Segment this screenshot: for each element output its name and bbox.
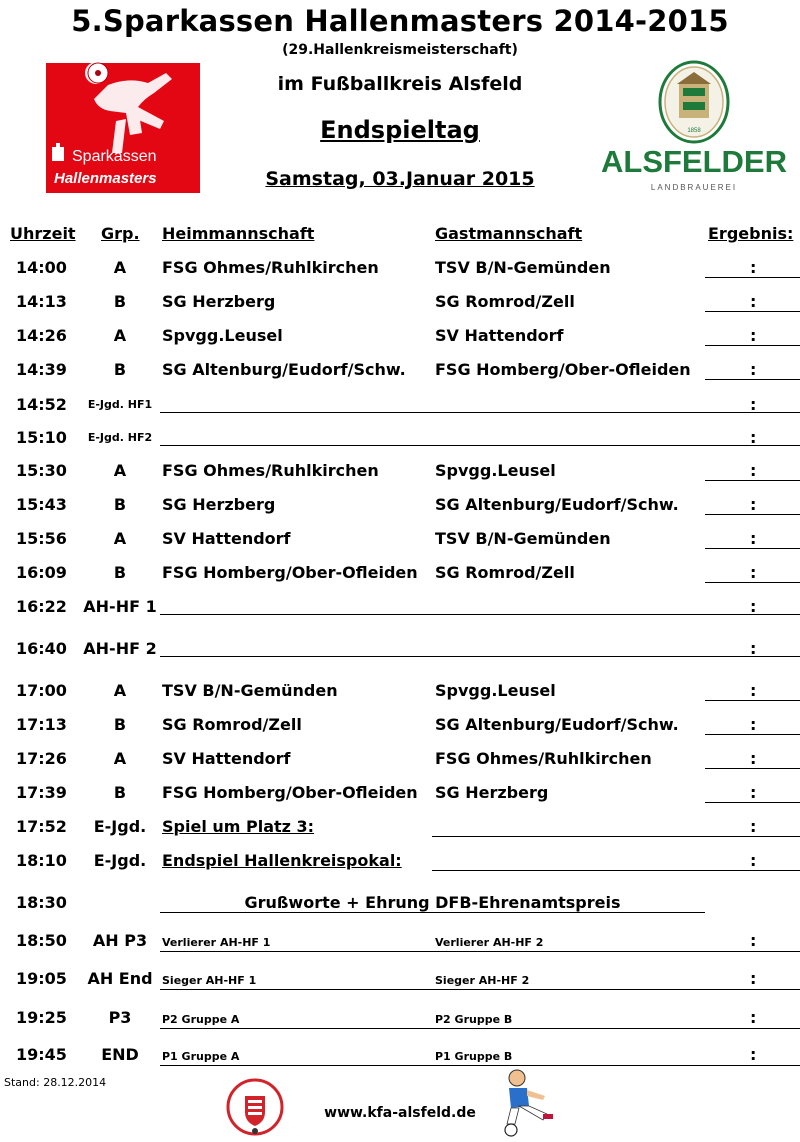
match-row xyxy=(0,495,800,527)
away-team: SG Altenburg/Eudorf/Schw. xyxy=(435,495,679,514)
match-time: 18:30 xyxy=(16,893,67,912)
match-group: B xyxy=(113,360,127,379)
match-row xyxy=(0,931,800,963)
match-time: 16:40 xyxy=(16,639,67,658)
match-row xyxy=(0,461,800,493)
match-row xyxy=(0,639,800,671)
away-team: SG Herzberg xyxy=(435,783,549,802)
match-row xyxy=(0,1008,800,1040)
match-time: 17:00 xyxy=(16,681,67,700)
away-team: SG Romrod/Zell xyxy=(435,563,575,582)
col-header-away: Gastmannschaft xyxy=(435,224,583,243)
result-line xyxy=(705,582,800,583)
result-field: : xyxy=(750,495,757,514)
result-field: : xyxy=(750,783,757,802)
result-line xyxy=(705,514,800,515)
result-line xyxy=(705,277,800,278)
result-line xyxy=(705,311,800,312)
match-row xyxy=(0,783,800,815)
fixture-line xyxy=(160,951,800,952)
match-time: 15:43 xyxy=(16,495,67,514)
result-field: : xyxy=(750,597,757,616)
match-group: A xyxy=(113,681,127,700)
result-line xyxy=(705,548,800,549)
home-team: FSG Homberg/Ober-Ofleiden xyxy=(162,563,418,582)
match-row xyxy=(0,681,800,713)
col-header-home: Heimmannschaft xyxy=(162,224,315,243)
result-field: : xyxy=(750,931,757,950)
col-header-time: Uhrzeit xyxy=(10,224,76,243)
match-group: B xyxy=(113,563,127,582)
result-field: : xyxy=(750,681,757,700)
away-team: P2 Gruppe B xyxy=(435,1013,513,1026)
match-time: 19:45 xyxy=(16,1045,67,1064)
match-group: A xyxy=(113,258,127,277)
fixture-line xyxy=(160,989,800,990)
svg-text:1858: 1858 xyxy=(687,128,701,134)
fixture-line xyxy=(160,445,800,446)
result-line xyxy=(705,734,800,735)
match-group: A xyxy=(113,461,127,480)
match-group: AH P3 xyxy=(92,931,148,950)
home-team: P2 Gruppe A xyxy=(162,1013,240,1026)
result-field: : xyxy=(750,851,757,870)
district-label: im Fußballkreis Alsfeld xyxy=(277,73,523,95)
match-row xyxy=(0,597,800,629)
match-group: B xyxy=(113,715,127,734)
fixture-line xyxy=(160,614,800,615)
result-field: : xyxy=(750,715,757,734)
match-time: 17:13 xyxy=(16,715,67,734)
match-row xyxy=(0,715,800,747)
match-group: A xyxy=(113,529,127,548)
ceremony-label: Grußworte + Ehrung DFB-Ehrenamtspreis xyxy=(244,893,621,912)
match-group: B xyxy=(113,783,127,802)
home-team: SG Altenburg/Eudorf/Schw. xyxy=(162,360,406,379)
home-team: Sieger AH-HF 1 xyxy=(162,974,257,987)
match-group: P3 xyxy=(108,1008,132,1027)
svg-text:Hallenmasters: Hallenmasters xyxy=(54,170,157,187)
match-group: AH-HF 2 xyxy=(83,639,157,658)
fixture-label: Spiel um Platz 3: xyxy=(162,817,315,836)
result-field: : xyxy=(750,428,757,447)
match-row xyxy=(0,749,800,781)
match-time: 18:10 xyxy=(16,851,67,870)
col-header-result: Ergebnis: xyxy=(708,224,794,243)
home-team: SG Herzberg xyxy=(162,495,276,514)
match-time: 14:52 xyxy=(16,395,67,414)
result-field: : xyxy=(750,529,757,548)
result-field: : xyxy=(750,639,757,658)
away-team: FSG Homberg/Ober-Ofleiden xyxy=(435,360,691,379)
match-group: END xyxy=(101,1045,139,1064)
result-field: : xyxy=(750,1045,757,1064)
match-row xyxy=(0,292,800,324)
fixture-label: Endspiel Hallenkreispokal: xyxy=(162,851,402,870)
result-line xyxy=(705,379,800,380)
away-team: SV Hattendorf xyxy=(435,326,564,345)
stand-date: Stand: 28.12.2014 xyxy=(4,1076,107,1089)
match-row xyxy=(0,428,800,460)
match-time: 14:13 xyxy=(16,292,67,311)
match-group: AH-HF 1 xyxy=(83,597,157,616)
match-group: A xyxy=(113,326,127,345)
match-time: 14:39 xyxy=(16,360,67,379)
home-team: Spvgg.Leusel xyxy=(162,326,283,345)
fixture-line xyxy=(432,836,800,837)
result-line xyxy=(705,700,800,701)
match-group: AH End xyxy=(87,969,153,988)
result-field: : xyxy=(750,461,757,480)
away-team: SG Romrod/Zell xyxy=(435,292,575,311)
match-time: 19:05 xyxy=(16,969,67,988)
match-row xyxy=(0,817,800,849)
away-team: TSV B/N-Gemünden xyxy=(435,529,611,548)
website-link[interactable]: www.kfa-alsfeld.de xyxy=(324,1105,476,1121)
home-team: SV Hattendorf xyxy=(162,749,291,768)
result-field: : xyxy=(750,292,757,311)
away-team: TSV B/N-Gemünden xyxy=(435,258,611,277)
result-field: : xyxy=(750,969,757,988)
home-team: FSG Ohmes/Ruhlkirchen xyxy=(162,258,379,277)
match-group: E-Jgd. xyxy=(93,851,147,870)
home-team: Verlierer AH-HF 1 xyxy=(162,936,271,949)
result-field: : xyxy=(750,395,757,414)
result-field: : xyxy=(750,749,757,768)
stage-label: Endspieltag xyxy=(320,116,480,144)
match-row xyxy=(0,326,800,358)
match-time: 14:26 xyxy=(16,326,67,345)
home-team: P1 Gruppe A xyxy=(162,1050,240,1063)
match-time: 19:25 xyxy=(16,1008,67,1027)
away-team: Spvgg.Leusel xyxy=(435,461,556,480)
result-field: : xyxy=(750,563,757,582)
match-time: 17:52 xyxy=(16,817,67,836)
match-row xyxy=(0,563,800,595)
match-row xyxy=(0,360,800,392)
away-team: P1 Gruppe B xyxy=(435,1050,513,1063)
match-row xyxy=(0,1045,800,1077)
away-team: SG Altenburg/Eudorf/Schw. xyxy=(435,715,679,734)
match-time: 17:26 xyxy=(16,749,67,768)
date-label: Samstag, 03.Januar 2015 xyxy=(265,168,535,190)
result-line xyxy=(705,768,800,769)
result-field: : xyxy=(750,360,757,379)
match-row xyxy=(0,851,800,883)
match-group: E-Jgd. xyxy=(93,817,147,836)
match-group: E-Jgd. HF2 xyxy=(87,431,153,444)
match-time: 18:50 xyxy=(16,931,67,950)
sparkassen-hallenmasters-logo xyxy=(46,63,200,193)
col-header-group: Grp. xyxy=(101,224,140,243)
match-row xyxy=(0,395,800,427)
fixture-line xyxy=(160,1065,800,1066)
match-time: 17:39 xyxy=(16,783,67,802)
fixture-line xyxy=(160,412,800,413)
match-time: 15:10 xyxy=(16,428,67,447)
home-team: SG Romrod/Zell xyxy=(162,715,302,734)
match-row xyxy=(0,529,800,561)
home-team: SV Hattendorf xyxy=(162,529,291,548)
match-group: E-Jgd. HF1 xyxy=(87,398,153,411)
result-field: : xyxy=(750,258,757,277)
away-team: Spvgg.Leusel xyxy=(435,681,556,700)
home-team: TSV B/N-Gemünden xyxy=(162,681,338,700)
home-team: FSG Ohmes/Ruhlkirchen xyxy=(162,461,379,480)
svg-text:LANDBRAUEREI: LANDBRAUEREI xyxy=(650,183,738,192)
match-row xyxy=(0,258,800,290)
result-field: : xyxy=(750,326,757,345)
ceremony-row xyxy=(0,893,800,925)
ceremony-line xyxy=(160,912,705,913)
svg-text:ALSFELDER: ALSFELDER xyxy=(601,144,787,179)
fixture-line xyxy=(160,1028,800,1029)
fixture-line xyxy=(432,870,800,871)
soccer-player-icon xyxy=(485,1066,565,1138)
match-time: 15:30 xyxy=(16,461,67,480)
alsfelder-landbrauerei-logo xyxy=(601,62,787,197)
away-team: FSG Ohmes/Ruhlkirchen xyxy=(435,749,652,768)
match-time: 15:56 xyxy=(16,529,67,548)
home-team: FSG Homberg/Ober-Ofleiden xyxy=(162,783,418,802)
page-subtitle: (29.Hallenkreismeisterschaft) xyxy=(282,42,518,58)
match-time: 14:00 xyxy=(16,258,67,277)
match-row xyxy=(0,969,800,1001)
result-field: : xyxy=(750,817,757,836)
result-field: : xyxy=(750,1008,757,1027)
match-time: 16:09 xyxy=(16,563,67,582)
result-line xyxy=(705,802,800,803)
match-time: 16:22 xyxy=(16,597,67,616)
result-line xyxy=(705,345,800,346)
fixture-line xyxy=(160,656,800,657)
away-team: Sieger AH-HF 2 xyxy=(435,974,530,987)
away-team: Verlierer AH-HF 2 xyxy=(435,936,544,949)
result-line xyxy=(705,480,800,481)
match-group: A xyxy=(113,749,127,768)
home-team: SG Herzberg xyxy=(162,292,276,311)
svg-text:Sparkassen: Sparkassen xyxy=(72,148,157,165)
match-group: B xyxy=(113,495,127,514)
page-title: 5.Sparkassen Hallenmasters 2014-2015 xyxy=(71,4,729,38)
match-group: B xyxy=(113,292,127,311)
